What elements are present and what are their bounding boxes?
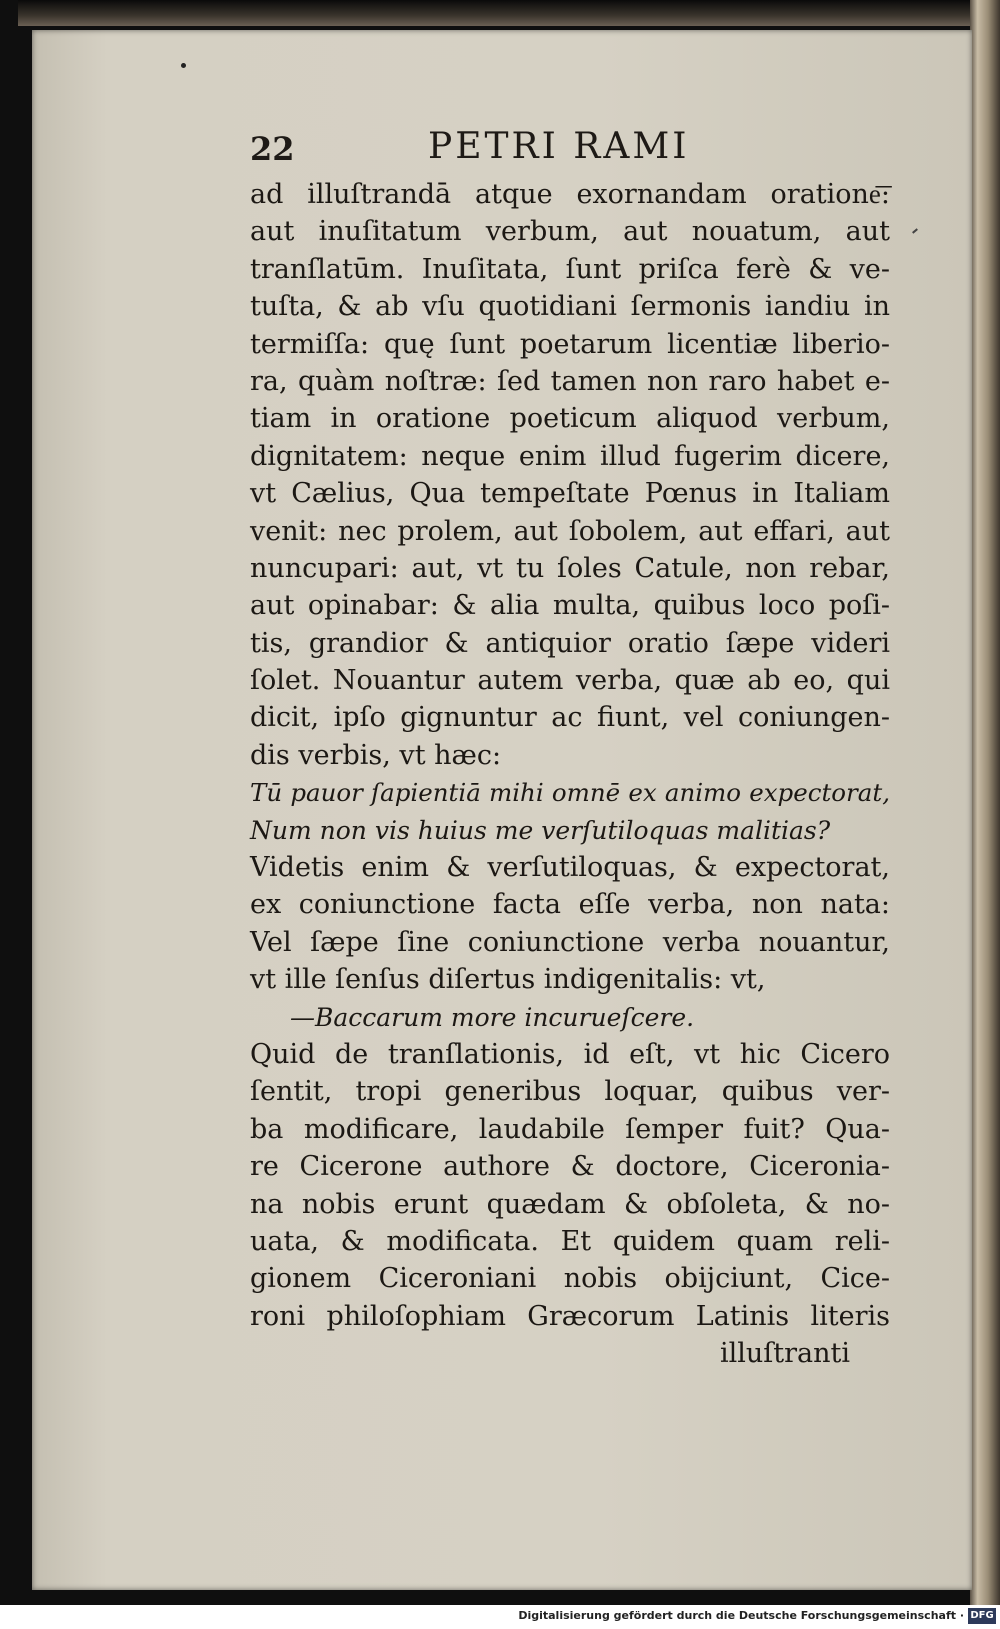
verse-line: Tū pauor ſapientiā mihi omnē ex animo expectorat,	[250, 778, 890, 808]
text-line: dis verbis, vt hæc:	[250, 739, 502, 771]
body-text	[250, 176, 890, 1373]
text-line: na nobis erunt quædam & obſoleta, & no-	[250, 1188, 890, 1220]
book-fore-edge	[970, 0, 1000, 1605]
verse-line: Num non vis huius me verſutiloquas malitias?	[250, 815, 831, 845]
text-line: tranſlatūm. Inuſitata, ſunt priſca ferè & ve-	[250, 253, 890, 285]
text-line: nuncupari: aut, vt tu ſoles Catule, non rebar,	[250, 552, 890, 584]
verse-line: —Baccarum more incurueſcere.	[290, 1002, 695, 1032]
text-line: venit: nec prolem, aut ſobolem, aut effari, aut	[250, 515, 890, 547]
text-line: vt Cælius, Qua tempeſtate Pœnus in Italiam	[250, 478, 890, 510]
text-line: dignitatem: neque enim illud fugerim dicere,	[250, 440, 890, 472]
text-line: uata, & modificata. Et quidem quam reli-	[250, 1225, 890, 1257]
catchword: illuſtranti	[719, 1338, 850, 1370]
text-line: ſolet. Nouantur autem verba, quæ ab eo, qui	[250, 665, 890, 697]
book-top-edge	[18, 0, 1000, 26]
dfg-logo: DFG	[968, 1608, 996, 1624]
text-line: Quid de tranſlationis, id eſt, vt hic Cicero	[250, 1038, 890, 1070]
text-line: Videtis enim & verſutiloquas, & expectorat,	[250, 852, 890, 884]
text-line: tis, grandior & antiquior oratio ſæpe videri	[250, 627, 890, 659]
text-line: ex coniunctione facta eſſe verba, non nata:	[250, 889, 890, 921]
text-line: tuſta, & ab vſu quotidiani ſermonis iandiu in	[250, 291, 890, 323]
text-line: vt ille ſenſus diſertus indigenitalis: vt,	[250, 964, 766, 996]
text-line: ad illuſtrandā atque exornandam oratione͞:	[250, 179, 890, 210]
digitization-footer	[0, 1605, 1000, 1629]
text-line: aut inuſitatum verbum, aut nouatum, aut	[250, 216, 890, 248]
running-head: PETRI RAMI	[428, 126, 690, 167]
text-line: re Cicerone authore & doctore, Ciceronia-	[250, 1151, 890, 1183]
funding-credit: Digitalisierung gefördert durch die Deutsche Forschungsgemeinschaft ·	[518, 1609, 964, 1622]
text-line: aut opinabar: & alia multa, quibus loco poſi-	[250, 590, 890, 622]
text-line: ba modificare, laudabile ſemper fuit? Qua-	[250, 1113, 890, 1145]
page-number: 22	[250, 130, 295, 168]
page-header	[250, 126, 890, 170]
text-line: gionem Ciceroniani nobis obijciunt, Cice-	[250, 1263, 890, 1295]
ink-speck	[181, 63, 186, 68]
text-line: ra, quàm noſtræ: ſed tamen non raro habet e-	[250, 365, 890, 397]
text-line: tiam in oratione poeticum aliquod verbum,	[250, 403, 890, 435]
text-line: dicit, ipſo gignuntur ac fiunt, vel coniungen-	[250, 702, 890, 734]
text-line: Vel ſæpe ſine coniunctione verba nouantur,	[250, 926, 890, 958]
text-line: termiſſa: quę ſunt poetarum licentiæ liberio-	[250, 328, 890, 360]
text-line: roni philoſophiam Græcorum Latinis literis	[250, 1300, 890, 1332]
text-line: ſentit, tropi generibus loquar, quibus ver-	[250, 1076, 890, 1108]
